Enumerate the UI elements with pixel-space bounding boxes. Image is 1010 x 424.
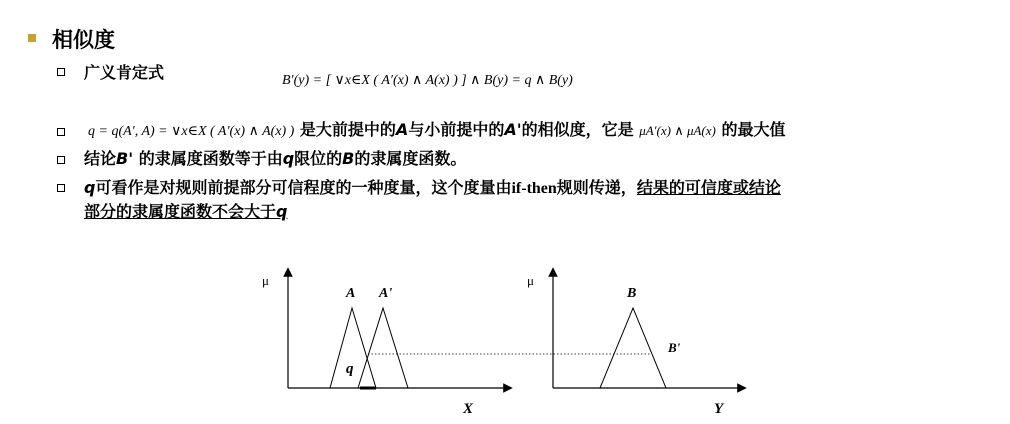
bullet-3-text-d: 的隶属度函数。 bbox=[354, 149, 467, 168]
bullet-2-text-c: 的相似度，它是 bbox=[521, 120, 634, 139]
bullet-1-text: 广义肯定式 bbox=[84, 63, 165, 82]
bullet-3-text-a: 结论 bbox=[84, 149, 117, 168]
bullet-2-text-d: 的最大值 bbox=[721, 120, 786, 139]
formula-mu-min: μA′(x) ∧ μA(x) bbox=[639, 123, 716, 138]
triangle-B bbox=[600, 308, 666, 388]
right-mu-label: μ bbox=[527, 273, 534, 288]
bullet-4-underlined-q: q bbox=[276, 202, 288, 221]
symbol-A-prime: A' bbox=[504, 120, 522, 139]
label-B: B bbox=[627, 286, 637, 301]
triangle-A-prime bbox=[358, 308, 408, 388]
bullet-4-text-b: 规则传递， bbox=[556, 178, 637, 197]
left-x-label: X bbox=[463, 401, 474, 417]
symbol-q: q bbox=[282, 149, 295, 168]
bullet-3-text-b: 的隶属度函数等于由 bbox=[138, 149, 283, 168]
bullet-4-ifthen: if-then bbox=[511, 180, 557, 197]
heading-similarity: 相似度 bbox=[52, 28, 115, 52]
label-q: q bbox=[346, 361, 354, 377]
symbol-A: A bbox=[395, 120, 409, 139]
bullet-4-underlined-b: 部分的隶属度函数不会大于 bbox=[84, 202, 277, 221]
formula-generalized-modus-ponens: B′(y) = [ ∨x∈X ( A′(x) ∧ A(x) ) ] ∧ B(y) = q ∧ B(y) bbox=[282, 73, 573, 88]
symbol-B: B bbox=[342, 149, 355, 168]
bullet-2-text-a: 是大前提中的 bbox=[299, 120, 396, 139]
bullet-4-text-a: 可看作是对规则前提部分可信程度的一种度量，这个度量由 bbox=[95, 178, 512, 197]
symbol-B-prime: B' bbox=[116, 149, 134, 168]
right-y-label: Y bbox=[714, 401, 724, 417]
formula-similarity-q: q = q(A′, A) = ∨x∈X ( A′(x) ∧ A(x) ) bbox=[88, 124, 295, 139]
bullet-2-text-b: 与小前提中的 bbox=[408, 120, 505, 139]
label-A-prime: A' bbox=[379, 286, 393, 301]
symbol-q: q bbox=[84, 178, 96, 197]
label-A: A bbox=[346, 286, 356, 301]
bullet-3-text-c: 限位的 bbox=[294, 149, 343, 168]
left-mu-label: μ bbox=[262, 273, 269, 288]
bullet-4-underlined-a: 结果的可信度或结论 bbox=[636, 178, 781, 197]
label-B-prime: B' bbox=[668, 340, 681, 355]
